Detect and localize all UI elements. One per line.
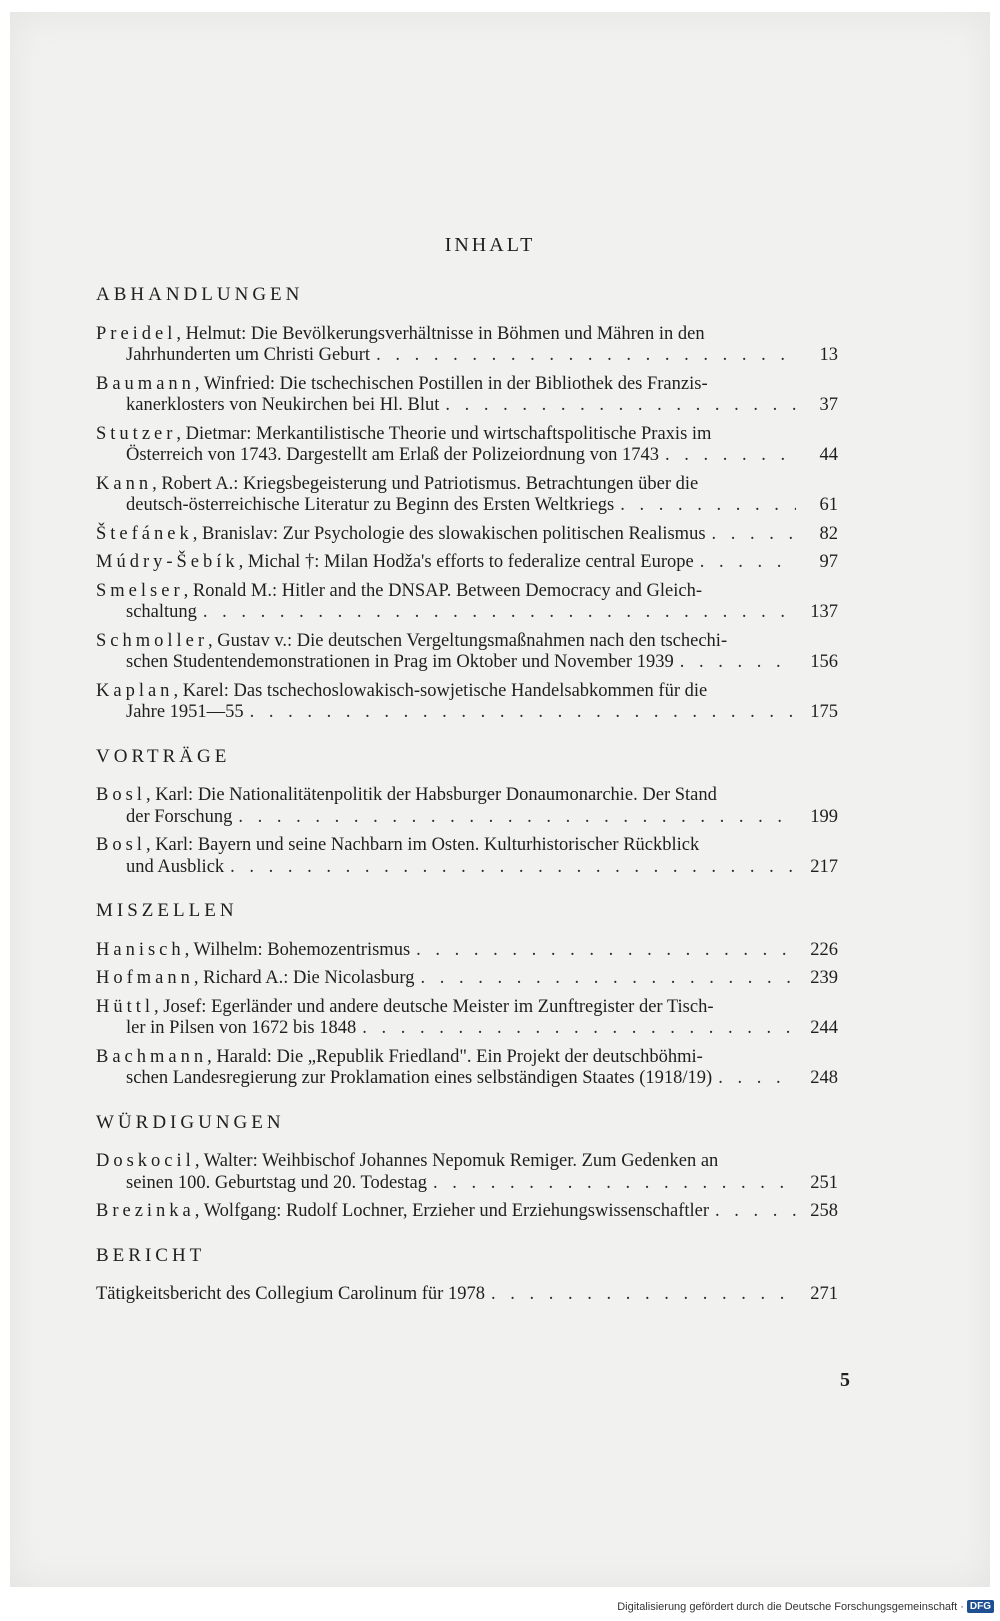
entry-last-line: [96, 652, 838, 674]
entry-title-line-2: [126, 345, 370, 367]
dot-leader: [665, 445, 796, 467]
toc-section: [96, 1112, 838, 1223]
dot-leader: [712, 524, 796, 546]
toc-entry: [96, 474, 838, 517]
entry-title-line-1: [96, 785, 838, 807]
entry-title-text: , Michal †: Milan Hodža's efforts to federalize central Europe: [238, 552, 694, 572]
entry-author: Hüttl: [96, 996, 155, 1017]
entry-title-line-2: [96, 1201, 709, 1223]
entry-last-line: [96, 702, 838, 724]
dot-leader: [416, 940, 796, 962]
entry-title-text: , Gustav v.: Die deutschen Vergeltungsmaßnahmen nach den tschechi-: [208, 630, 728, 651]
entry-page-number: 271: [810, 1284, 838, 1304]
entry-author: Kann: [96, 473, 153, 494]
entry-title-line-1: [96, 424, 838, 446]
entry-title-line-2: [126, 702, 244, 724]
entry-last-line: [96, 1201, 838, 1223]
entry-author: Hanisch: [96, 939, 185, 960]
entry-author: Kaplan: [96, 680, 174, 701]
scanned-page: [10, 12, 990, 1587]
entry-title-line-1: [96, 324, 838, 346]
entry-title-line-2: [126, 1018, 356, 1040]
entry-title-line-1: [96, 1047, 838, 1069]
dot-leader: [420, 968, 796, 990]
entry-page-number: 175: [810, 702, 838, 722]
toc-section: [96, 746, 838, 879]
entry-author: Bosl: [96, 785, 146, 805]
entry-title-line-2: [96, 1284, 485, 1306]
toc-entry: [96, 681, 838, 724]
entry-title-text: Jahrhunderten um Christi Geburt: [126, 345, 371, 365]
toc-entry: [96, 1047, 838, 1090]
dot-leader: [376, 345, 796, 367]
entry-author: Baumann: [96, 373, 195, 394]
entry-page-number: 13: [819, 345, 838, 365]
entry-title-line-2: [126, 857, 224, 879]
entry-title-line-2: [126, 652, 674, 674]
toc-entry: [96, 968, 838, 990]
entry-author: Štefánek: [96, 523, 193, 544]
entry-last-line: [96, 345, 838, 367]
entry-page-number: 217: [810, 856, 838, 877]
entry-title-line-1: [96, 997, 838, 1019]
entry-title-line-1: [96, 1151, 838, 1173]
toc-entry: [96, 324, 838, 367]
entry-title-text: Jahre 1951—55: [126, 702, 244, 722]
dot-leader: [491, 1284, 796, 1306]
entry-title-text: , Karl: Die Nationalitätenpolitik der Habsburger Donaumonarchie. Der Stand: [145, 785, 717, 805]
entry-title-text: , Helmut: Die Bevölkerungsverhältnisse in Böhmen und Mähren in den: [176, 323, 705, 344]
section-heading: VORTRÄGE: [96, 745, 231, 767]
toc-entry: [96, 424, 838, 467]
entry-author: Doskocil: [96, 1151, 195, 1171]
entry-last-line: [96, 602, 838, 624]
entry-title-text: , Winfried: Die tschechischen Postillen in der Bibliothek des Franzis-: [194, 373, 708, 394]
entry-page-number: 97: [819, 552, 838, 572]
entry-title-text: , Josef: Egerländer und andere deutsche Meister im Zunftregister der Tisch-: [154, 996, 714, 1017]
entry-title-text: und Ausblick: [126, 856, 225, 877]
toc-entry: [96, 1151, 838, 1194]
entry-title-line-2: [126, 1173, 427, 1195]
entry-title-text: der Forschung: [126, 806, 233, 827]
toc-section: [96, 1245, 838, 1306]
entry-title-line-1: [96, 374, 838, 396]
entry-title-line-2: [96, 940, 410, 962]
page-title: INHALT: [444, 234, 536, 256]
entry-author: Schmoller: [96, 630, 209, 651]
toc-section: [96, 284, 838, 724]
entry-title-text: schaltung: [126, 602, 197, 622]
entry-last-line: [96, 807, 838, 829]
entry-title-line-1: [96, 581, 838, 603]
toc-section: [96, 900, 838, 1090]
entry-page-number: 61: [819, 495, 838, 515]
toc-entry: [96, 997, 838, 1040]
entry-page-number: 199: [810, 806, 838, 827]
entry-page-number: 258: [810, 1201, 838, 1221]
entry-last-line: [96, 552, 838, 574]
dot-leader: [433, 1173, 796, 1195]
dot-leader: [715, 1201, 796, 1223]
entry-last-line: [96, 495, 838, 517]
entry-author: Múdry-Šebík: [96, 552, 239, 572]
entry-last-line: [96, 524, 838, 546]
dfg-logo: DFG: [967, 1600, 994, 1613]
entry-title-text: Österreich von 1743. Dargestellt am Erlaß der Polizeiordnung von 1743: [126, 445, 659, 465]
entry-page-number: 239: [810, 968, 838, 988]
entry-author: Preidel: [96, 323, 177, 344]
entry-title-text: , Walter: Weihbischof Johannes Nepomuk Remiger. Zum Gedenken an: [194, 1151, 719, 1171]
entry-title-line-2: [126, 1068, 712, 1090]
entry-last-line: [96, 1284, 838, 1306]
entry-title-text: , Karel: Das tschechoslowakisch-sowjetische Handelsabkommen für die: [173, 680, 708, 701]
entry-last-line: [96, 940, 838, 962]
page-number: 5: [840, 1369, 850, 1391]
entry-page-number: 137: [810, 602, 838, 622]
entry-author: Smelser: [96, 580, 184, 601]
dot-leader: [250, 702, 796, 724]
footer-text: Digitalisierung gefördert durch die Deutsche Forschungsgemeinschaft ·: [617, 1600, 964, 1613]
dot-leader: [700, 552, 796, 574]
section-heading: MISZELLEN: [96, 900, 238, 921]
toc-entry: [96, 835, 838, 878]
entry-title-text: , Wilhelm: Bohemozentrismus: [184, 939, 411, 960]
dot-leader: [238, 807, 796, 829]
entry-title-text: , Richard A.: Die Nicolasburg: [193, 968, 415, 988]
entry-page-number: 156: [810, 652, 838, 672]
entry-title-line-1: [96, 474, 838, 496]
entry-title-line-2: [126, 602, 197, 624]
entry-author: Bachmann: [96, 1046, 208, 1067]
entry-title-text: deutsch-österreichische Literatur zu Beginn des Ersten Weltkriegs: [126, 495, 615, 515]
entry-title-text: , Harald: Die „Republik Friedland". Ein Projekt der deutschböhmi-: [207, 1046, 703, 1067]
entry-last-line: [96, 968, 838, 990]
entry-title-text: , Ronald M.: Hitler and the DNSAP. Between Democracy and Gleich-: [183, 580, 702, 601]
entry-title-line-1: [96, 631, 838, 653]
entry-title-text: ler in Pilsen von 1672 bis 1848: [126, 1018, 357, 1038]
entry-title-line-2: [126, 395, 439, 417]
entry-title-line-1: [96, 835, 838, 857]
entry-title-text: seinen 100. Geburtstag und 20. Todestag: [126, 1172, 427, 1193]
toc-entry: [96, 1201, 838, 1223]
section-heading: ABHANDLUNGEN: [96, 284, 304, 305]
entry-last-line: [96, 1018, 838, 1040]
entry-title-line-1: [96, 681, 838, 703]
entry-title-text: schen Landesregierung zur Proklamation eines selbständigen Staates (1918/19): [126, 1068, 713, 1088]
entry-title-line-2: [126, 445, 659, 467]
entry-title-line-2: [126, 807, 232, 829]
entry-title-text: , Wolfgang: Rudolf Lochner, Erzieher und Erziehungswissenschaftler: [194, 1201, 710, 1221]
entry-author: Hofmann: [96, 968, 194, 988]
entry-last-line: [96, 857, 838, 879]
entry-title-line-2: [96, 524, 706, 546]
entry-page-number: 44: [819, 445, 838, 465]
entry-page-number: 248: [810, 1068, 838, 1088]
entry-page-number: 244: [810, 1018, 838, 1038]
digitization-footer: [617, 1600, 994, 1613]
entry-title-text: kanerklosters von Neukirchen bei Hl. Blut: [126, 395, 440, 415]
entry-page-number: 226: [810, 939, 838, 960]
toc-entry: [96, 374, 838, 417]
table-of-contents: [96, 284, 838, 1328]
dot-leader: [620, 495, 796, 517]
toc-entry: [96, 581, 838, 624]
entry-title-line-2: [96, 968, 414, 990]
entry-title-text: , Branislav: Zur Psychologie des slowakischen politischen Realismus: [192, 523, 706, 544]
dot-leader: [362, 1018, 796, 1040]
entry-last-line: [96, 445, 838, 467]
entry-page-number: 82: [819, 523, 838, 544]
toc-entry: [96, 940, 838, 962]
entry-author: Bosl: [96, 835, 146, 855]
dot-leader: [230, 857, 796, 879]
entry-last-line: [96, 395, 838, 417]
entry-title-text: , Robert A.: Kriegsbegeisterung und Patriotismus. Betrachtungen über die: [152, 473, 699, 494]
entry-page-number: 37: [819, 395, 838, 415]
section-heading: BERICHT: [96, 1244, 206, 1266]
entry-last-line: [96, 1068, 838, 1090]
entry-title-text: schen Studentendemonstrationen in Prag im Oktober und November 1939: [126, 652, 674, 672]
toc-entry: [96, 524, 838, 546]
dot-leader: [445, 395, 796, 417]
dot-leader: [718, 1068, 796, 1090]
entry-last-line: [96, 1173, 838, 1195]
toc-entry: [96, 1284, 838, 1306]
dot-leader: [680, 652, 796, 674]
toc-entry: [96, 552, 838, 574]
entry-title-line-2: [126, 495, 614, 517]
entry-page-number: 251: [810, 1172, 838, 1193]
toc-entry: [96, 631, 838, 674]
entry-author: Brezinka: [96, 1201, 195, 1221]
entry-author: Stutzer: [96, 423, 177, 444]
dot-leader: [203, 602, 796, 624]
entry-title-text: , Dietmar: Merkantilistische Theorie und wirtschaftspolitische Praxis im: [176, 423, 712, 444]
entry-title-line-2: [96, 552, 694, 574]
entry-title-text: , Karl: Bayern und seine Nachbarn im Osten. Kulturhistorischer Rückblick: [145, 835, 700, 855]
section-heading: WÜRDIGUNGEN: [96, 1111, 285, 1133]
toc-entry: [96, 785, 838, 828]
entry-title-text: Tätigkeitsbericht des Collegium Carolinum für 1978: [96, 1284, 485, 1304]
